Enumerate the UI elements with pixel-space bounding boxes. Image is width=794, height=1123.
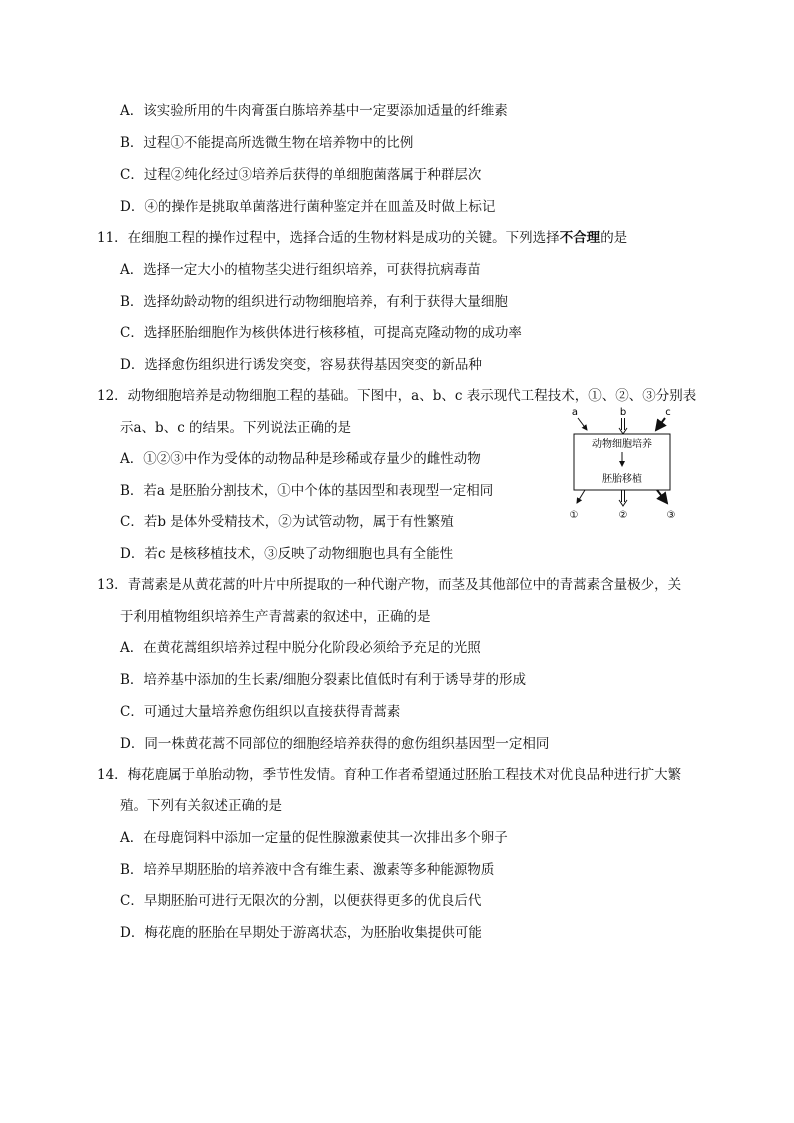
q12-option-c: C．若b 是体外受精技术，②为试管动物，属于有性繁殖 [120, 514, 454, 530]
q11-option-b: B．选择幼龄动物的组织进行动物细胞培养，有利于获得大量细胞 [120, 294, 508, 310]
q12-stem-line1: 12．动物细胞培养是动物细胞工程的基础。下图中，a、b、c 表示现代工程技术，①、②、③分别表 [97, 388, 697, 404]
q14-option-a: A．在母鹿饲料中添加一定量的促性腺激素使其一次排出多个卵子 [120, 830, 508, 846]
diagram-box-top: 动物细胞培养 [592, 439, 652, 450]
diagram-arrow-c-in [656, 418, 665, 430]
q14-option-b: B．培养早期胚胎的培养液中含有维生素、激素等多种能源物质 [120, 862, 495, 878]
q14-option-d: D．梅花鹿的胚胎在早期处于游离状态，为胚胎收集提供可能 [120, 925, 482, 941]
q12-option-b: B．若a 是胚胎分割技术，①中个体的基因型和表现型一定相同 [120, 483, 494, 499]
q11-option-c: C．选择胚胎细胞作为核供体进行核移植，可提高克隆动物的成功率 [120, 325, 522, 341]
q12-stem-line2: 示a、b、c 的结果。下列说法正确的是 [120, 420, 352, 436]
diagram-arrow-b-in-head [619, 428, 627, 434]
q12-diagram [560, 404, 710, 524]
diagram-output-1: ① [569, 510, 579, 521]
q10-option-a: A．该实验所用的牛肉膏蛋白胨培养基中一定要添加适量的纤维素 [120, 103, 508, 119]
q10-option-d: D．④的操作是挑取单菌落进行菌种鉴定并在皿盖及时做上标记 [120, 199, 496, 215]
diagram-output-3: ③ [666, 510, 676, 521]
q13-option-b: B．培养基中添加的生长素/细胞分裂素比值低时有利于诱导芽的形成 [120, 672, 526, 688]
q13-stem-line2: 于利用植物组织培养生产青蒿素的叙述中，正确的是 [120, 609, 431, 625]
q12-option-d: D．若c 是核移植技术，③反映了动物细胞也具有全能性 [120, 546, 454, 562]
diagram-arrow-1-out [577, 490, 585, 503]
diagram-input-b: b [619, 407, 627, 418]
q11-stem-end: 的是 [600, 230, 628, 246]
q14-option-c: C．早期胚胎可进行无限次的分割，以便获得更多的优良后代 [120, 893, 482, 909]
q13-option-a: A．在黄花蒿组织培养过程中脱分化阶段必须给予充足的光照 [120, 640, 481, 656]
q13-option-d: D．同一株黄花蒿不同部位的细胞经培养获得的愈伤组织基因型一定相同 [120, 736, 550, 752]
diagram-arrow-a-in [578, 418, 587, 430]
q11-stem-text: 11．在细胞工程的操作过程中，选择合适的生物材料是成功的关键。下列选择 [97, 230, 560, 246]
diagram-output-2: ② [618, 510, 628, 521]
q10-option-c: C．过程②纯化经过③培养后获得的单细胞菌落属于种群层次 [120, 167, 482, 183]
diagram-input-a: a [571, 407, 579, 418]
q11-option-a: A．选择一定大小的植物茎尖进行组织培养，可获得抗病毒苗 [120, 262, 481, 278]
diagram-arrow-2-out-head [619, 500, 627, 506]
diagram-arrow-3-out [657, 490, 667, 503]
q12-diagram-svg [560, 404, 710, 524]
q11-stem-emphasis: 不合理 [559, 230, 601, 246]
q11-option-d: D．选择愈伤组织进行诱发突变，容易获得基因突变的新品种 [120, 357, 482, 373]
q10-option-b: B．过程①不能提高所选微生物在培养物中的比例 [120, 135, 414, 151]
q13-option-c: C．可通过大量培养愈伤组织以直接获得青蒿素 [120, 704, 401, 720]
diagram-box-bottom: 胚胎移植 [602, 474, 642, 485]
q11-stem [97, 228, 627, 248]
q14-stem-line2: 殖。下列有关叙述正确的是 [120, 798, 282, 814]
q12-option-a: A．①②③中作为受体的动物品种是珍稀或存量少的雌性动物 [120, 451, 481, 467]
q14-stem-line1: 14．梅花鹿属于单胎动物，季节性发情。育种工作者希望通过胚胎工程技术对优良品种进行扩大繁 [97, 767, 682, 783]
diagram-input-c: c [665, 407, 671, 418]
q13-stem-line1: 13．青蒿素是从黄花蒿的叶片中所提取的一种代谢产物，而茎及其他部位中的青蒿素含量极少，关 [97, 577, 682, 593]
